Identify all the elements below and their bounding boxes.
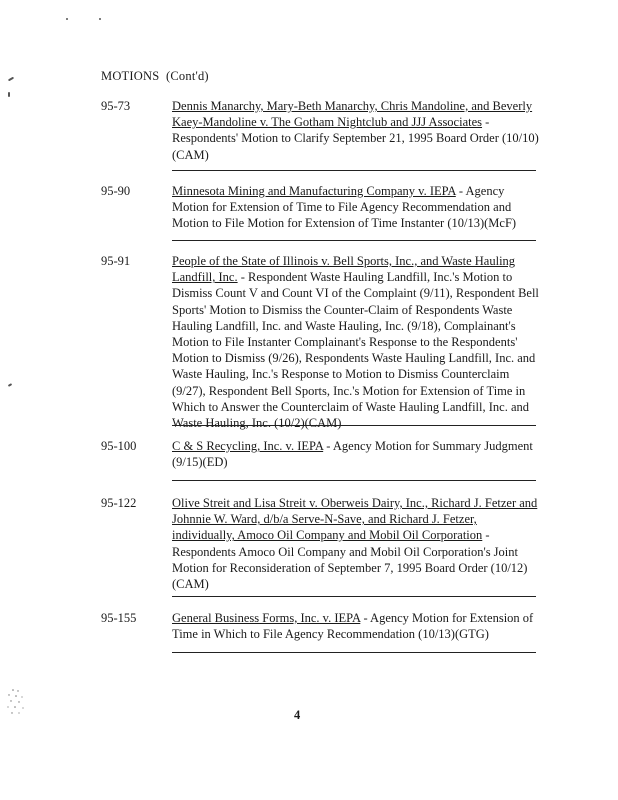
case-number: 95-73 bbox=[101, 99, 131, 113]
entry-divider bbox=[172, 240, 536, 241]
heading-title: MOTIONS bbox=[101, 69, 160, 83]
case-description bbox=[172, 438, 542, 470]
case-motion-text: - Respondents' Motion to Clarify September 21, 1995 Board Order (10/10)(CAM) bbox=[172, 115, 539, 162]
entry-divider bbox=[172, 170, 536, 171]
case-description bbox=[172, 495, 542, 592]
case-number: 95-100 bbox=[101, 439, 137, 453]
section-heading bbox=[101, 68, 209, 84]
entry-divider bbox=[172, 596, 536, 597]
scan-speck bbox=[66, 18, 68, 20]
case-motion-text: - Agency Motion for Summary Judgment (9/15)(ED) bbox=[172, 439, 533, 470]
page-number: 4 bbox=[294, 708, 301, 722]
case-description bbox=[172, 610, 542, 642]
entry-divider bbox=[172, 425, 536, 426]
case-parties: C & S Recycling, Inc. v. IEPA bbox=[172, 439, 324, 453]
case-description bbox=[172, 98, 542, 163]
scan-speck bbox=[8, 77, 14, 82]
scan-speck bbox=[8, 92, 10, 97]
case-number: 95-155 bbox=[101, 611, 137, 625]
case-description bbox=[172, 183, 542, 232]
case-description bbox=[172, 253, 542, 431]
case-motion-text: - Agency Motion for Extension of Time in Which to File Agency Recommendation (10/13)(GTG) bbox=[172, 611, 534, 642]
case-number: 95-91 bbox=[101, 254, 131, 268]
case-parties: Olive Streit and Lisa Streit v. Oberweis Dairy, Inc., Richard J. Fetzer and Johnnie W. Ward, d/b/a Serve-N-Save, and Richard J. Fetzer, individually, Amoco Oil Company and Mobil Oil Corporation bbox=[172, 496, 538, 543]
case-motion-text: - Agency Motion for Extension of Time to File Agency Recommendation and Motion to File Motion for Extension of Time Instanter (10/13)(McF) bbox=[172, 184, 517, 231]
heading-subtitle: (Cont'd) bbox=[166, 69, 209, 83]
case-parties: General Business Forms, Inc. v. IEPA bbox=[172, 611, 361, 625]
case-motion-text: - Respondent Waste Hauling Landfill, Inc.'s Motion to Dismiss Count V and Count VI of the Complaint (9/11), Respondent Bell Sports' Motion to Dismiss the Counter-Claim of Respondents Waste Hauling Landfill, Inc. and Waste Hauling, Inc. (9/18), Complainant's Motion to File Instanter Complainant's Response to the Respondents' Motion to Dismiss (9/26), Respondents Waste Hauling Landfill, Inc. and Waste Hauling, Inc.'s Response to Motion to Dismiss Counterclaim (9/27), Respondent Bell Sports, Inc.'s Motion for Extension of Time in Which to Answer the Counterclaim of Waste Hauling Landfill, Inc. and Waste Hauling, Inc. (10/2)(CAM) bbox=[172, 270, 539, 431]
case-parties: Minnesota Mining and Manufacturing Company v. IEPA bbox=[172, 184, 456, 198]
case-motion-text: - Respondents Amoco Oil Company and Mobil Oil Corporation's Joint Motion for Reconsideration of September 7, 1995 Board Order (10/12) (CAM) bbox=[172, 528, 528, 592]
case-parties: People of the State of Illinois v. Bell Sports, Inc., and Waste Hauling Landfill, Inc. bbox=[172, 254, 516, 285]
case-number: 95-90 bbox=[101, 184, 131, 198]
scan-smudge bbox=[4, 686, 30, 716]
case-parties: Dennis Manarchy, Mary-Beth Manarchy, Chris Mandoline, and Beverly Kaey-Mandoline v. The Gotham Nightclub and JJJ Associates bbox=[172, 99, 533, 130]
scan-speck bbox=[8, 383, 12, 387]
case-number: 95-122 bbox=[101, 496, 137, 510]
entry-divider bbox=[172, 652, 536, 653]
entry-divider bbox=[172, 480, 536, 481]
scan-speck bbox=[99, 18, 101, 20]
